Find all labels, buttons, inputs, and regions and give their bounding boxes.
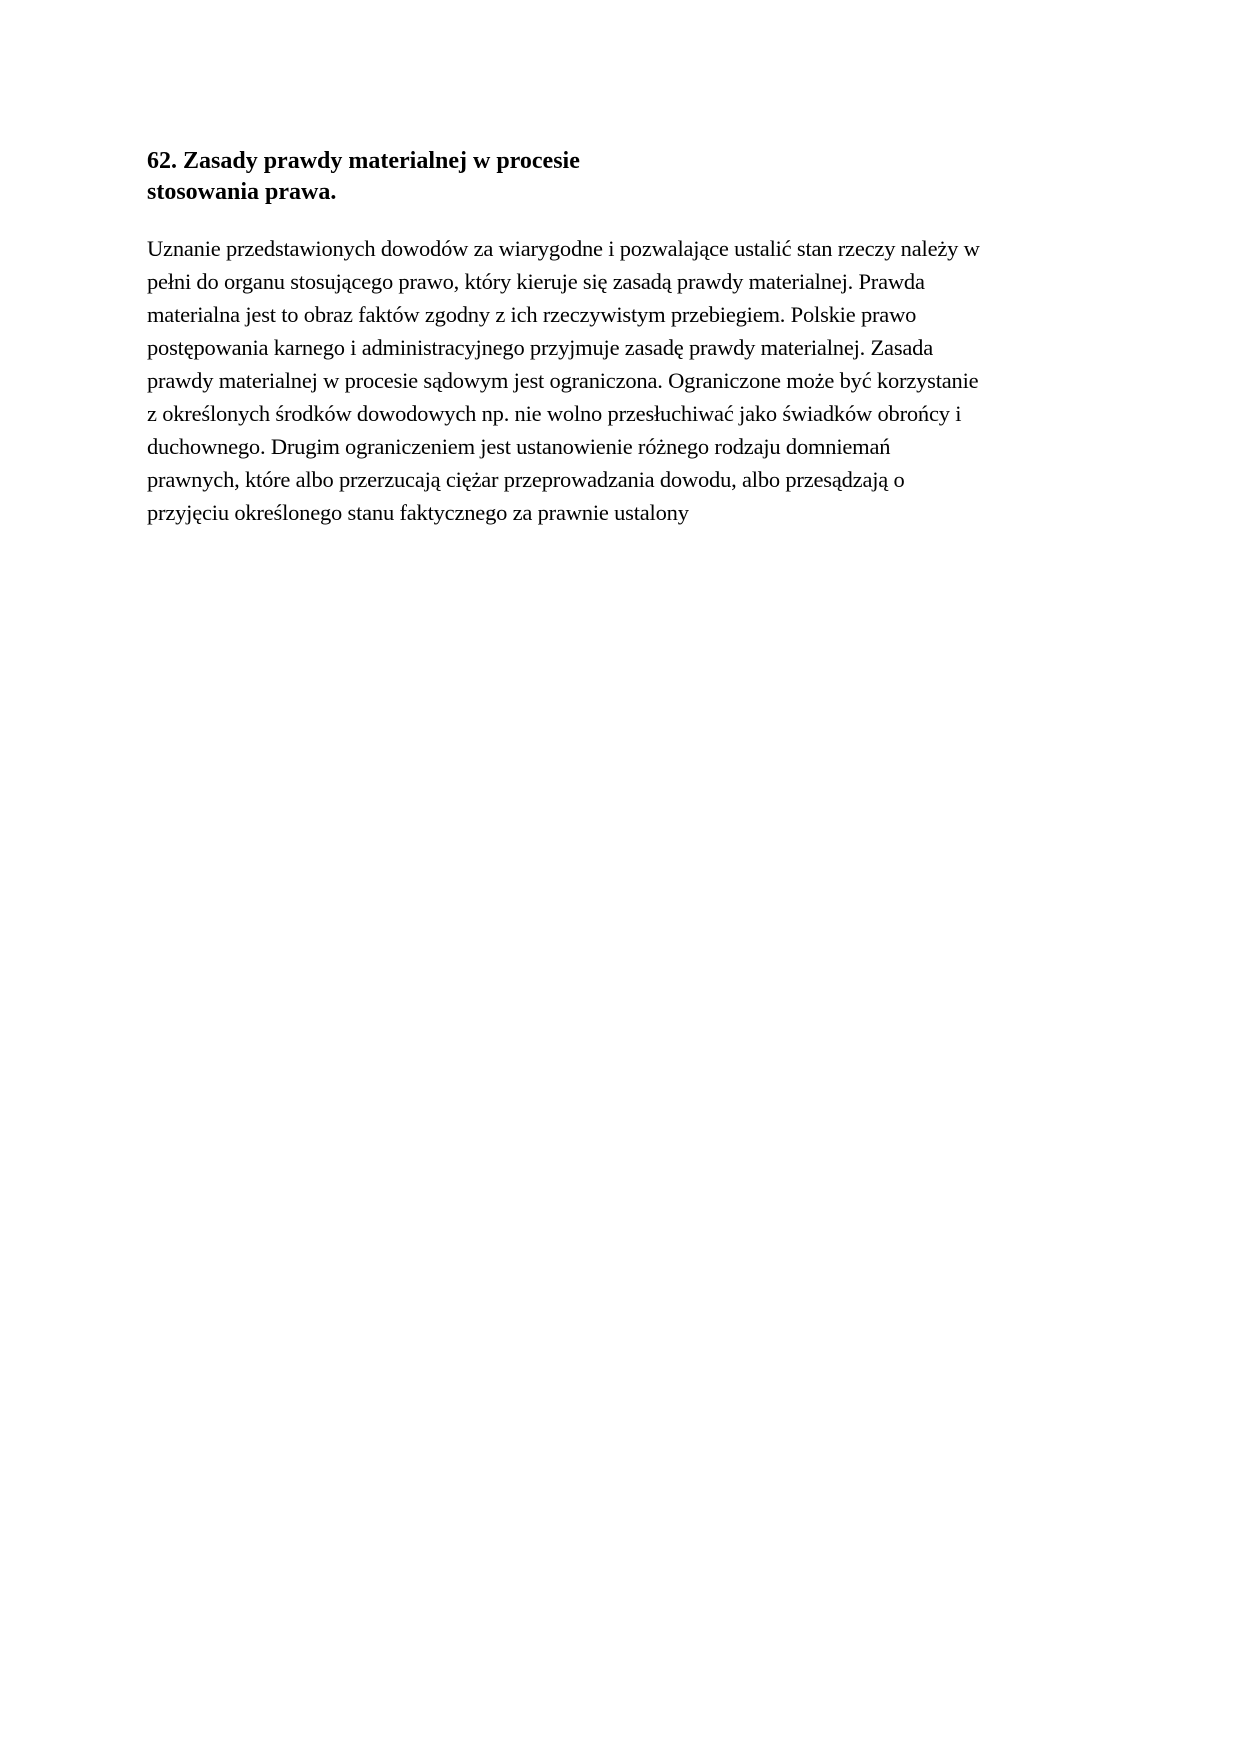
section-heading bbox=[147, 146, 667, 208]
heading-line: stosowania prawa. bbox=[147, 179, 337, 205]
body-line: materialna jest to obraz faktów zgodny z ich rzeczywistym przebiegiem. Polskie prawo bbox=[147, 302, 917, 327]
body-line: prawnych, które albo przerzucają ciężar przeprowadzania dowodu, albo przesądzają o bbox=[147, 467, 905, 492]
body-line: Uznanie przedstawionych dowodów za wiarygodne i pozwalające ustalić stan rzeczy należy w bbox=[147, 236, 980, 261]
body-line: postępowania karnego i administracyjnego przyjmuje zasadę prawdy materialnej. Zasada bbox=[147, 335, 934, 360]
body-line: pełni do organu stosującego prawo, który kieruje się zasadą prawdy materialnej. Prawda bbox=[147, 269, 925, 294]
heading-line: 62. Zasady prawdy materialnej w procesie bbox=[147, 148, 580, 174]
body-line: prawdy materialnej w procesie sądowym jest ograniczona. Ograniczone może być korzystanie bbox=[147, 368, 979, 393]
body-paragraph bbox=[147, 232, 1107, 529]
body-line: duchownego. Drugim ograniczeniem jest ustanowienie różnego rodzaju domniemań bbox=[147, 434, 891, 459]
body-line: z określonych środków dowodowych np. nie wolno przesłuchiwać jako świadków obrońcy i bbox=[147, 401, 962, 426]
body-line: przyjęciu określonego stanu faktycznego za prawnie ustalony bbox=[147, 500, 689, 525]
